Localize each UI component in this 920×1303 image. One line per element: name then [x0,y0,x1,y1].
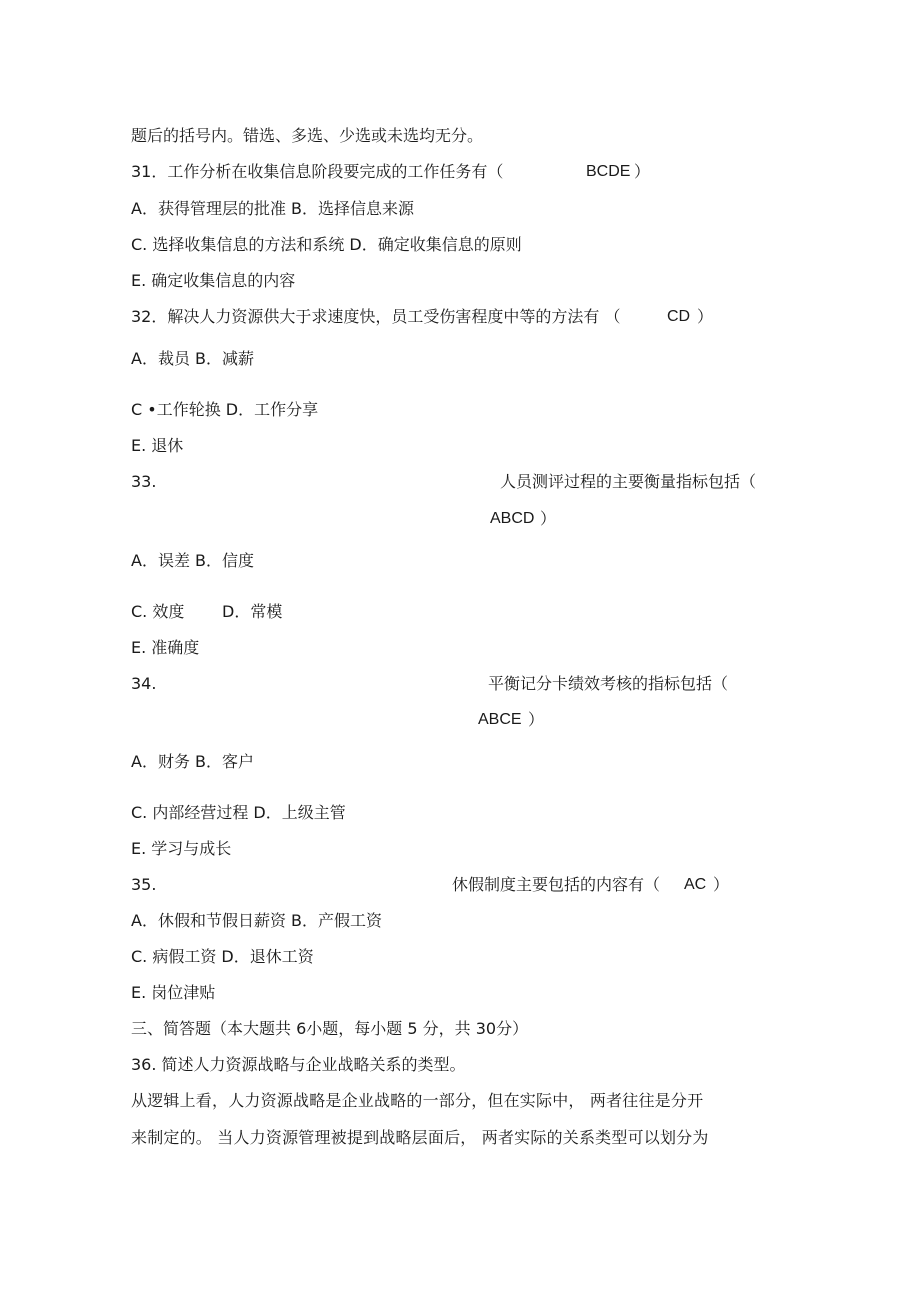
question-32-option-cd: C •工作轮换 D．工作分享 [131,400,319,419]
question-34-number: 34. [131,674,157,693]
question-32-option-ab: A．裁员 B．减薪 [131,349,255,368]
answer-36-line-2: 来制定的。 当人力资源管理被提到战略层面后， 两者实际的关系类型可以划分为 [131,1128,709,1147]
question-31-stem: 31．工作分析在收集信息阶段要完成的工作任务有（ [131,162,504,181]
question-33-stem: 人员测评过程的主要衡量指标包括（ [500,472,757,491]
question-34-stem: 平衡记分卡绩效考核的指标包括（ [488,674,729,693]
question-31-option-e: E. 确定收集信息的内容 [131,271,296,290]
question-31-option-cd: C. 选择收集信息的方法和系统 D．确定收集信息的原则 [131,235,522,254]
question-35-option-cd: C. 病假工资 D．退休工资 [131,947,314,966]
question-34-option-cd: C. 内部经营过程 D．上级主管 [131,803,346,822]
question-32-answer: CD [667,308,691,325]
question-35-option-ab: A．休假和节假日薪资 B．产假工资 [131,911,383,930]
question-33-option-e: E. 准确度 [131,638,200,657]
question-35-stem: 休假制度主要包括的内容有（ [452,875,661,894]
question-32-close: ） [697,307,714,326]
question-35-close: ） [713,875,730,894]
question-31-option-ab: A．获得管理层的批准 B．选择信息来源 [131,199,415,218]
question-33-number: 33. [131,472,157,491]
question-33-option-d: D．常模 [222,602,283,621]
question-36-stem: 36. 简述人力资源战略与企业战略关系的类型。 [131,1055,466,1074]
answer-36-line-1: 从逻辑上看，人力资源战略是企业战略的一部分，但在实际中， 两者往往是分开 [131,1091,704,1110]
question-35-option-e: E. 岗位津贴 [131,983,216,1002]
question-33-option-c: C. 效度 [131,602,185,621]
section-intro: 题后的括号内。错选、多选、少选或未选均无分。 [131,126,484,145]
question-33-answer: ABCD [490,510,535,527]
question-31-close: ） [634,162,651,181]
question-31-answer: BCDE [586,163,631,180]
question-34-answer: ABCE [478,711,522,728]
question-33-option-ab: A．误差 B．信度 [131,551,255,570]
question-35-answer: AC [684,876,707,893]
question-35-number: 35. [131,875,157,894]
question-34-option-ab: A．财务 B．客户 [131,752,255,771]
question-33-close: ） [540,509,557,528]
section-3-heading: 三、简答题（本大题共 6小题，每小题 5 分，共 30分） [131,1019,529,1038]
question-34-close: ） [528,710,545,729]
question-32-option-e: E. 退休 [131,436,184,455]
question-32-stem: 32．解决人力资源供大于求速度快，员工受伤害程度中等的方法有 （ [131,307,621,326]
question-34-option-e: E. 学习与成长 [131,839,232,858]
